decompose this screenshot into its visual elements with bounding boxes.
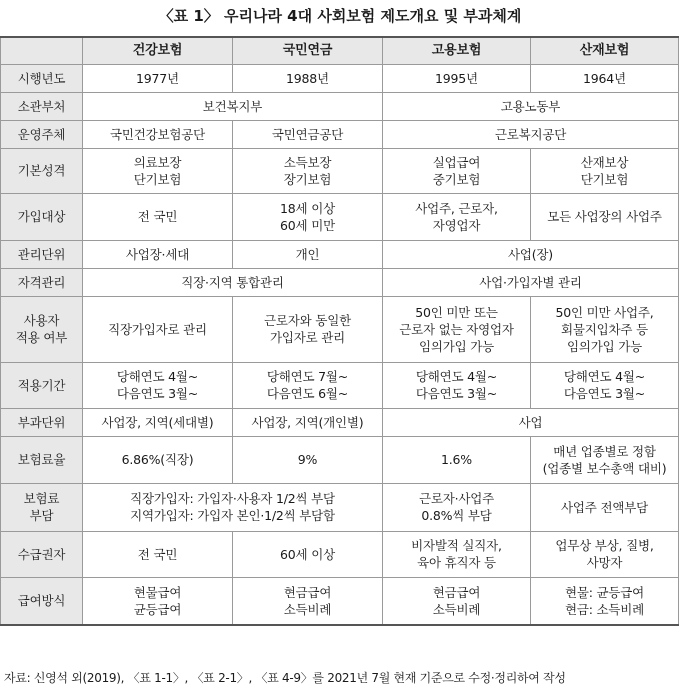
cell-line: 균등급여 xyxy=(133,601,182,617)
cell-line: 당해연도 4월~ xyxy=(415,369,498,384)
table-row xyxy=(1,436,679,483)
cell-line: 현금급여 xyxy=(432,584,481,600)
cell-line: 매년 업종별로 정함 xyxy=(553,443,656,459)
cell-line: 육아 휴직자 등 xyxy=(417,555,496,570)
cell: 국민건강보험공단 xyxy=(83,120,233,148)
row-label: 수급권자 xyxy=(1,531,83,577)
cell xyxy=(233,577,383,625)
table-row xyxy=(1,531,679,577)
cell-line: 지역가입자: 가입자 본인·1/2씩 부담함 xyxy=(130,508,335,523)
cell-line: 적용 여부 xyxy=(15,330,68,345)
table-row xyxy=(1,120,679,148)
cell-line: 소득비례 xyxy=(432,601,481,617)
cell xyxy=(531,577,679,625)
cell-line: 다음연도 6월~ xyxy=(266,386,349,401)
cell xyxy=(83,148,233,193)
cell xyxy=(383,362,531,408)
source-note: 자료: 신영석 외(2019), 〈표 1-1〉, 〈표 2-1〉, 〈표 4-9〉를 2021년 7월 현재 기준으로 수정·정리하여 작성 xyxy=(4,671,566,685)
cell: 사업(장) xyxy=(383,240,679,268)
row-label: 관리단위 xyxy=(1,240,83,268)
cell: 1995년 xyxy=(383,64,531,92)
cell: 직장가입자로 관리 xyxy=(83,296,233,362)
header-industrial: 산재보험 xyxy=(531,37,679,64)
cell: 1977년 xyxy=(83,64,233,92)
cell-line: 근로자 없는 자영업자 xyxy=(399,321,514,337)
table-row xyxy=(1,408,679,436)
cell-line: 당해연도 7월~ xyxy=(266,369,349,384)
cell-line: 다음연도 3월~ xyxy=(415,386,498,401)
cell-line: 단기보험 xyxy=(580,171,629,187)
cell xyxy=(383,193,531,240)
cell-line: 소득보장 xyxy=(283,154,332,170)
table-row xyxy=(1,296,679,362)
cell-line: 중기보험 xyxy=(432,171,481,187)
cell xyxy=(531,148,679,193)
cell: 1964년 xyxy=(531,64,679,92)
cell-line: 가입자로 관리 xyxy=(269,330,346,345)
cell-line: 당해연도 4월~ xyxy=(563,369,646,384)
cell: 1.6% xyxy=(383,436,531,483)
cell xyxy=(83,362,233,408)
cell-line: 임의가입 가능 xyxy=(566,338,643,354)
cell-line: 의료보장 xyxy=(133,154,182,170)
cell-line: 근로자와 동일한 xyxy=(264,313,351,328)
cell xyxy=(531,296,679,362)
cell-line: 현물급여 xyxy=(133,584,182,600)
table-row xyxy=(1,483,679,531)
cell-line: 18세 이상 xyxy=(280,200,335,216)
cell xyxy=(83,483,383,531)
cell: 사업장·세대 xyxy=(83,240,233,268)
cell-line: 사업주, 근로자, xyxy=(415,200,498,216)
cell-line: 보험료 xyxy=(23,491,60,506)
table-row xyxy=(1,240,679,268)
row-label: 적용기간 xyxy=(1,362,83,408)
cell-line: 회물지입차주 등 xyxy=(561,321,648,337)
row-label: 운영주체 xyxy=(1,120,83,148)
cell xyxy=(383,483,531,531)
cell: 사업·가입자별 관리 xyxy=(383,268,679,296)
cell-line: 사용자 xyxy=(23,313,60,328)
header-corner xyxy=(1,37,83,64)
header-pension: 국민연금 xyxy=(233,37,383,64)
insurance-table xyxy=(0,36,679,626)
row-label: 보험료율 xyxy=(1,436,83,483)
cell-line: 소득비례 xyxy=(283,601,332,617)
cell: 고용노동부 xyxy=(383,92,679,120)
cell: 60세 이상 xyxy=(233,531,383,577)
table-row xyxy=(1,362,679,408)
cell-line: 현금급여 xyxy=(283,584,332,600)
cell: 9% xyxy=(233,436,383,483)
cell: 사업장, 지역(세대별) xyxy=(83,408,233,436)
cell xyxy=(383,531,531,577)
table-row xyxy=(1,148,679,193)
cell: 사업장, 지역(개인별) xyxy=(233,408,383,436)
cell xyxy=(531,362,679,408)
cell: 1988년 xyxy=(233,64,383,92)
cell-line: 장기보험 xyxy=(283,171,332,187)
row-label: 부과단위 xyxy=(1,408,83,436)
row-label: 소관부처 xyxy=(1,92,83,120)
header-row xyxy=(1,37,679,64)
cell-line: 50인 미만 사업주, xyxy=(555,304,654,320)
cell-line: 50인 미만 또는 xyxy=(415,304,498,320)
cell xyxy=(233,148,383,193)
cell-line: 다음연도 3월~ xyxy=(563,386,646,401)
cell xyxy=(233,193,383,240)
cell: 전 국민 xyxy=(83,531,233,577)
cell-line: 현물: 균등급여 xyxy=(564,584,645,600)
cell: 전 국민 xyxy=(83,193,233,240)
cell xyxy=(233,296,383,362)
table-row xyxy=(1,577,679,625)
cell: 직장·지역 통합관리 xyxy=(83,268,383,296)
row-label: 자격관리 xyxy=(1,268,83,296)
cell: 보건복지부 xyxy=(83,92,383,120)
cell-line: 다음연도 3월~ xyxy=(116,386,199,401)
cell-line: 단기보험 xyxy=(133,171,182,187)
cell: 모든 사업장의 사업주 xyxy=(531,193,679,240)
header-employment: 고용보험 xyxy=(383,37,531,64)
row-label xyxy=(1,483,83,531)
cell-line: 업무상 부상, 질병, xyxy=(555,538,654,553)
cell-line: 당해연도 4월~ xyxy=(116,369,199,384)
cell-line: 산재보상 xyxy=(580,154,629,170)
row-label: 가입대상 xyxy=(1,193,83,240)
cell xyxy=(531,436,679,483)
cell xyxy=(531,531,679,577)
cell-line: 실업급여 xyxy=(432,154,481,170)
cell: 국민연금공단 xyxy=(233,120,383,148)
cell: 사업 xyxy=(383,408,679,436)
cell-line: 근로자·사업주 xyxy=(418,491,495,506)
cell xyxy=(383,296,531,362)
cell: 사업주 전액부담 xyxy=(531,483,679,531)
cell-line: (업종별 보수총액 대비) xyxy=(542,460,667,476)
header-health: 건강보험 xyxy=(83,37,233,64)
table-title: 〈표 1〉 우리나라 4대 사회보험 제도개요 및 부과체계 xyxy=(158,7,522,25)
cell: 6.86%(직장) xyxy=(83,436,233,483)
cell: 근로복지공단 xyxy=(383,120,679,148)
row-label xyxy=(1,296,83,362)
row-label: 기본성격 xyxy=(1,148,83,193)
cell xyxy=(383,148,531,193)
row-label: 급여방식 xyxy=(1,577,83,625)
cell xyxy=(83,577,233,625)
table-row xyxy=(1,64,679,92)
cell-line: 현금: 소득비례 xyxy=(564,601,645,617)
cell xyxy=(233,362,383,408)
cell-line: 60세 미만 xyxy=(280,217,335,233)
cell-line: 임의가입 가능 xyxy=(418,338,495,354)
row-label: 시행년도 xyxy=(1,64,83,92)
cell-line: 비자발적 실직자, xyxy=(411,538,502,553)
cell-line: 자영업자 xyxy=(432,217,481,233)
table-row xyxy=(1,92,679,120)
cell-line: 직장가입자: 가입자·사용자 1/2씩 부담 xyxy=(130,491,335,506)
cell-line: 0.8%씩 부담 xyxy=(421,508,492,523)
cell: 개인 xyxy=(233,240,383,268)
cell xyxy=(383,577,531,625)
table-row xyxy=(1,268,679,296)
cell-line: 부담 xyxy=(29,508,54,523)
cell-line: 사망자 xyxy=(586,555,623,570)
table-row xyxy=(1,193,679,240)
